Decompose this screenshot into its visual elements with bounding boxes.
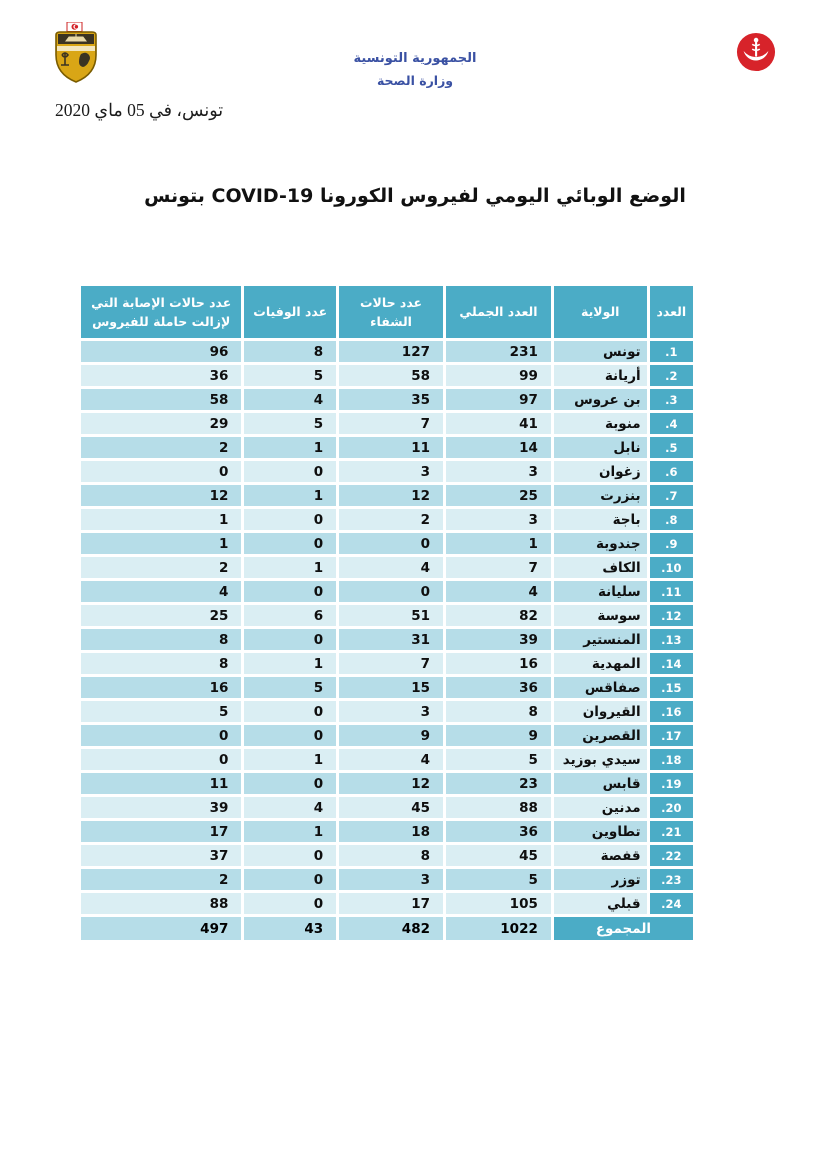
deaths-cell: 0: [243, 700, 338, 724]
recovered-cases-cell: 3: [338, 700, 445, 724]
active-cases-cell: 8: [80, 652, 243, 676]
deaths-cell: 0: [243, 580, 338, 604]
active-cases-cell: 0: [80, 748, 243, 772]
deaths-cell: 1: [243, 436, 338, 460]
table-row: [80, 388, 695, 412]
recovered-cases-cell: 17: [338, 892, 445, 916]
deaths-cell: 0: [243, 628, 338, 652]
table-row: [80, 364, 695, 388]
row-index-cell: .10: [648, 556, 694, 580]
table-row: [80, 556, 695, 580]
table-header: [80, 285, 695, 340]
deaths-cell: 0: [243, 508, 338, 532]
row-index-cell: .1: [648, 340, 694, 364]
header-row: [80, 285, 695, 340]
recovered-cases-cell: 11: [338, 436, 445, 460]
table-row: [80, 628, 695, 652]
total-cases-cell: 7: [444, 556, 552, 580]
total-cases-cell: 88: [444, 796, 552, 820]
col-header-total-cases: العدد الجملي: [444, 285, 552, 340]
table-row: [80, 676, 695, 700]
row-index-cell: .17: [648, 724, 694, 748]
total-cases-cell: 36: [444, 676, 552, 700]
covid-stats-table: [78, 283, 696, 943]
recovered-cases-cell: 12: [338, 772, 445, 796]
active-cases-cell: 17: [80, 820, 243, 844]
row-index-cell: .22: [648, 844, 694, 868]
total-row: [80, 916, 695, 942]
active-cases-cell: 16: [80, 676, 243, 700]
total-cases-sum-cell: 1022: [444, 916, 552, 942]
deaths-cell: 0: [243, 868, 338, 892]
active-cases-cell: 2: [80, 556, 243, 580]
deaths-cell: 0: [243, 532, 338, 556]
row-index-cell: .14: [648, 652, 694, 676]
active-cases-cell: 37: [80, 844, 243, 868]
table-row: [80, 700, 695, 724]
table-row: [80, 412, 695, 436]
active-cases-cell: 29: [80, 412, 243, 436]
governorate-cell: مدنين: [552, 796, 648, 820]
governorate-cell: القيروان: [552, 700, 648, 724]
active-sum-cell: 497: [80, 916, 243, 942]
governorate-cell: تونس: [552, 340, 648, 364]
governorate-cell: منوبة: [552, 412, 648, 436]
col-header-deaths: عدد الوفيات: [243, 285, 338, 340]
table-row: [80, 652, 695, 676]
deaths-cell: 5: [243, 364, 338, 388]
active-cases-cell: 2: [80, 868, 243, 892]
active-cases-cell: 11: [80, 772, 243, 796]
table-row: [80, 892, 695, 916]
recovered-cases-cell: 7: [338, 412, 445, 436]
date-line: تونس، في 05 ماي 2020: [55, 100, 224, 120]
governorate-cell: توزر: [552, 868, 648, 892]
deaths-cell: 8: [243, 340, 338, 364]
deaths-cell: 1: [243, 556, 338, 580]
governorate-cell: سيدي بوزيد: [552, 748, 648, 772]
governorate-cell: جندوبة: [552, 532, 648, 556]
row-index-cell: .16: [648, 700, 694, 724]
active-cases-cell: 4: [80, 580, 243, 604]
recovered-cases-cell: 58: [338, 364, 445, 388]
recovered-cases-cell: 18: [338, 820, 445, 844]
row-index-cell: .5: [648, 436, 694, 460]
governorate-cell: المهدية: [552, 652, 648, 676]
deaths-cell: 5: [243, 412, 338, 436]
table-footer: [80, 916, 695, 942]
active-cases-cell: 8: [80, 628, 243, 652]
active-cases-cell: 5: [80, 700, 243, 724]
governorate-cell: القصرين: [552, 724, 648, 748]
total-cases-cell: 5: [444, 868, 552, 892]
total-cases-cell: 23: [444, 772, 552, 796]
row-index-cell: .18: [648, 748, 694, 772]
active-cases-cell: 1: [80, 508, 243, 532]
deaths-cell: 4: [243, 796, 338, 820]
deaths-cell: 5: [243, 676, 338, 700]
row-index-cell: .13: [648, 628, 694, 652]
table-row: [80, 748, 695, 772]
table-row: [80, 868, 695, 892]
org-name: الجمهورية التونسية: [353, 51, 477, 66]
table-row: [80, 796, 695, 820]
table-body: [80, 340, 695, 916]
recovered-cases-cell: 12: [338, 484, 445, 508]
deaths-cell: 6: [243, 604, 338, 628]
active-cases-cell: 12: [80, 484, 243, 508]
active-cases-cell: 96: [80, 340, 243, 364]
row-index-cell: .6: [648, 460, 694, 484]
active-cases-cell: 88: [80, 892, 243, 916]
total-cases-cell: 3: [444, 460, 552, 484]
row-index-cell: .7: [648, 484, 694, 508]
total-cases-cell: 99: [444, 364, 552, 388]
deaths-cell: 1: [243, 484, 338, 508]
table-row: [80, 436, 695, 460]
row-index-cell: .9: [648, 532, 694, 556]
deaths-cell: 1: [243, 820, 338, 844]
recovered-cases-cell: 0: [338, 532, 445, 556]
table-row: [80, 724, 695, 748]
col-header-governorate: الولاية: [552, 285, 648, 340]
governorate-cell: تطاوين: [552, 820, 648, 844]
deaths-sum-cell: 43: [243, 916, 338, 942]
recovered-cases-cell: 45: [338, 796, 445, 820]
total-cases-cell: 105: [444, 892, 552, 916]
recovered-cases-cell: 0: [338, 580, 445, 604]
recovered-cases-cell: 3: [338, 460, 445, 484]
row-index-cell: .8: [648, 508, 694, 532]
row-index-cell: .4: [648, 412, 694, 436]
active-cases-cell: 36: [80, 364, 243, 388]
deaths-cell: 0: [243, 460, 338, 484]
recovered-cases-cell: 15: [338, 676, 445, 700]
total-cases-cell: 231: [444, 340, 552, 364]
row-index-cell: .21: [648, 820, 694, 844]
page-title: الوضع الوبائي اليومي لفيروس الكورونا COVID-19 بتونس: [144, 185, 686, 207]
deaths-cell: 0: [243, 724, 338, 748]
active-cases-cell: 39: [80, 796, 243, 820]
total-cases-cell: 1: [444, 532, 552, 556]
row-index-cell: .24: [648, 892, 694, 916]
active-cases-cell: 58: [80, 388, 243, 412]
letterhead: [0, 0, 830, 100]
active-cases-cell: 1: [80, 532, 243, 556]
table-row: [80, 580, 695, 604]
col-header-recovered-cases: عدد حالات الشفاء: [338, 285, 445, 340]
total-cases-cell: 5: [444, 748, 552, 772]
governorate-cell: سوسة: [552, 604, 648, 628]
total-cases-cell: 9: [444, 724, 552, 748]
total-cases-cell: 36: [444, 820, 552, 844]
deaths-cell: 1: [243, 748, 338, 772]
table-row: [80, 460, 695, 484]
row-index-cell: .19: [648, 772, 694, 796]
table-row: [80, 772, 695, 796]
table-row: [80, 508, 695, 532]
total-cases-cell: 3: [444, 508, 552, 532]
recovered-cases-cell: 3: [338, 868, 445, 892]
recovered-cases-cell: 35: [338, 388, 445, 412]
total-cases-cell: 45: [444, 844, 552, 868]
recovered-cases-cell: 2: [338, 508, 445, 532]
table-row: [80, 604, 695, 628]
table-row: [80, 340, 695, 364]
table-row: [80, 532, 695, 556]
row-index-cell: .11: [648, 580, 694, 604]
total-cases-cell: 14: [444, 436, 552, 460]
row-index-cell: .3: [648, 388, 694, 412]
total-cases-cell: 39: [444, 628, 552, 652]
governorate-cell: قفصة: [552, 844, 648, 868]
governorate-cell: المنستير: [552, 628, 648, 652]
total-cases-cell: 25: [444, 484, 552, 508]
ministry-of-health-logo-icon: [736, 32, 776, 72]
table-row: [80, 820, 695, 844]
governorate-cell: قبلي: [552, 892, 648, 916]
recovered-cases-cell: 4: [338, 748, 445, 772]
row-index-cell: .23: [648, 868, 694, 892]
governorate-cell: سليانة: [552, 580, 648, 604]
governorate-cell: بنزرت: [552, 484, 648, 508]
governorate-cell: زغوان: [552, 460, 648, 484]
row-index-cell: .12: [648, 604, 694, 628]
total-cases-cell: 41: [444, 412, 552, 436]
governorate-cell: نابل: [552, 436, 648, 460]
recovered-cases-cell: 9: [338, 724, 445, 748]
ministry-name: وزارة الصحة: [376, 73, 454, 88]
col-header-number: العدد: [648, 285, 694, 340]
active-cases-cell: 2: [80, 436, 243, 460]
governorate-cell: الكاف: [552, 556, 648, 580]
governorate-cell: باجة: [552, 508, 648, 532]
recovered-cases-cell: 4: [338, 556, 445, 580]
row-index-cell: .15: [648, 676, 694, 700]
governorate-cell: قابس: [552, 772, 648, 796]
recovered-sum-cell: 482: [338, 916, 445, 942]
governorate-cell: أريانة: [552, 364, 648, 388]
total-cases-cell: 82: [444, 604, 552, 628]
total-label-cell: المجموع: [552, 916, 694, 942]
col-header-active-cases: عدد حالات الإصابة التي لإزالت حاملة للفيروس: [80, 285, 243, 340]
total-cases-cell: 97: [444, 388, 552, 412]
recovered-cases-cell: 8: [338, 844, 445, 868]
deaths-cell: 1: [243, 652, 338, 676]
recovered-cases-cell: 7: [338, 652, 445, 676]
recovered-cases-cell: 127: [338, 340, 445, 364]
total-cases-cell: 4: [444, 580, 552, 604]
governorate-cell: صفاقس: [552, 676, 648, 700]
recovered-cases-cell: 31: [338, 628, 445, 652]
org-title-block: [0, 48, 830, 92]
total-cases-cell: 8: [444, 700, 552, 724]
deaths-cell: 0: [243, 844, 338, 868]
table-row: [80, 484, 695, 508]
governorate-cell: بن عروس: [552, 388, 648, 412]
active-cases-cell: 0: [80, 724, 243, 748]
deaths-cell: 0: [243, 772, 338, 796]
recovered-cases-cell: 51: [338, 604, 445, 628]
active-cases-cell: 25: [80, 604, 243, 628]
row-index-cell: .2: [648, 364, 694, 388]
deaths-cell: 0: [243, 892, 338, 916]
table-row: [80, 844, 695, 868]
row-index-cell: .20: [648, 796, 694, 820]
total-cases-cell: 16: [444, 652, 552, 676]
deaths-cell: 4: [243, 388, 338, 412]
active-cases-cell: 0: [80, 460, 243, 484]
